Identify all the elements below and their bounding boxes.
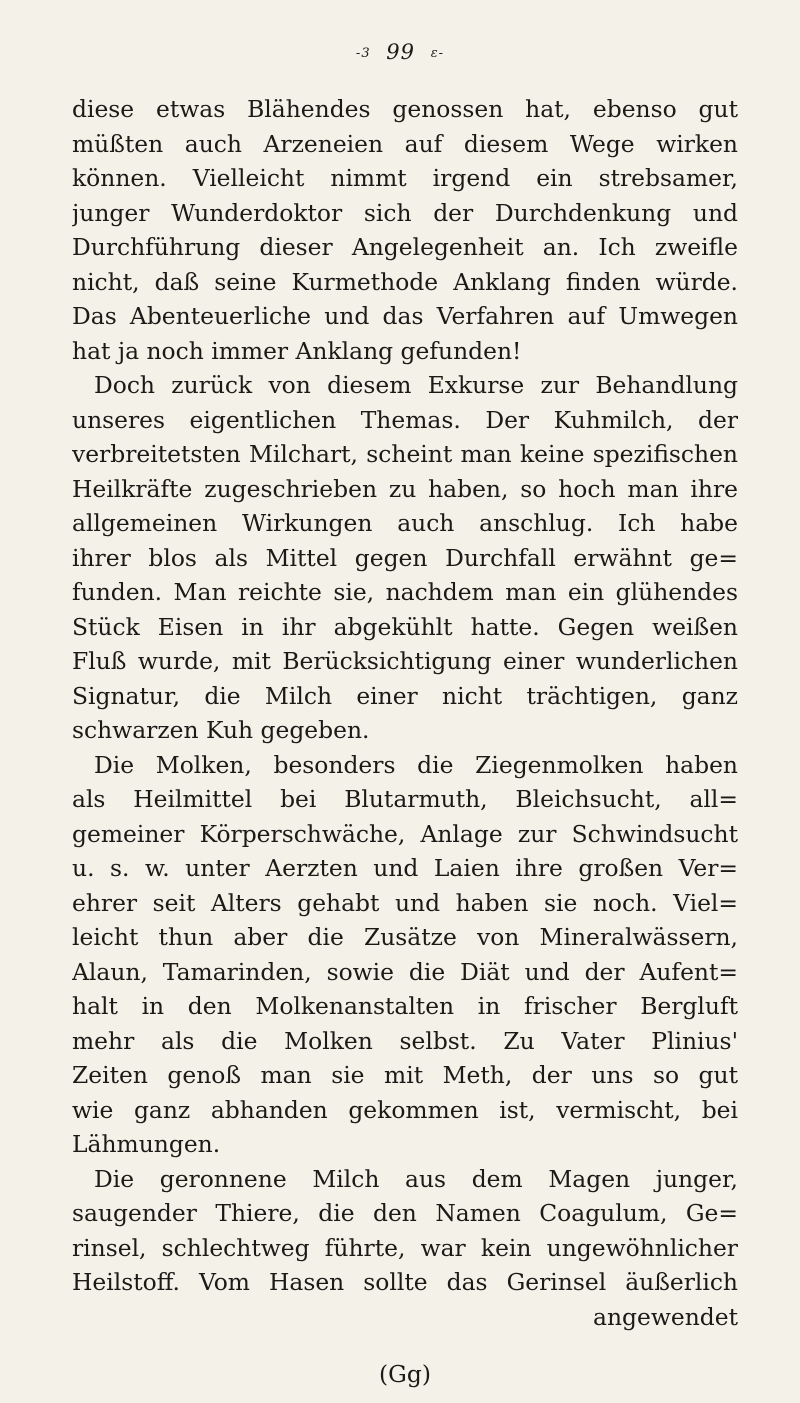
text-line: Signatur, die Milch einer nicht trächtigen, ganz <box>72 681 738 710</box>
text-line: Zeiten genoß man sie mit Meth, der uns so gut <box>72 1061 738 1089</box>
text-line: Alaun, Tamarinden, sowie die Diät und der Aufent= <box>72 957 738 986</box>
text-line: funden. Man reichte sie, nachdem man ein glühendes <box>72 578 738 606</box>
text-line: müßten auch Arzeneien auf diesem Wege wirken <box>72 129 738 158</box>
text-line: rinsel, schlechtweg führte, war kein ungewöhnlicher <box>72 1233 738 1262</box>
text-line: Die Molken, besonders die Ziegenmolken haben <box>94 750 738 779</box>
text-line: wie ganz abhanden gekommen ist, vermischt, bei <box>72 1095 738 1124</box>
text-line: unseres eigentlichen Themas. Der Kuhmilch, der <box>72 405 738 434</box>
text-line: können. Vielleicht nimmt irgend ein strebsamer, <box>72 164 738 192</box>
text-line: als Heilmittel bei Blutarmuth, Bleichsucht, all= <box>72 785 738 813</box>
page-header <box>0 40 800 64</box>
text-line: Das Abenteuerliche und das Verfahren auf Umwegen <box>72 302 738 330</box>
text-line: leicht thun aber die Zusätze von Mineralwässern, <box>72 923 738 951</box>
text-line: saugender Thiere, die den Namen Coagulum, Ge= <box>72 1199 738 1227</box>
text-line: Stück Eisen in ihr abgekühlt hatte. Gegen weißen <box>72 612 738 641</box>
text-line: ehrer seit Alters gehabt und haben sie noch. Viel= <box>72 888 738 917</box>
text-line: verbreitetsten Milchart, scheint man keine spezifischen <box>72 440 738 468</box>
text-line: Die geronnene Milch aus dem Magen junger, <box>94 1164 738 1193</box>
text-line: schwarzen Kuh gegeben. <box>72 716 370 744</box>
text-line: mehr als die Molken selbst. Zu Vater Plinius' <box>72 1026 738 1055</box>
text-line: Durchführung dieser Angelegenheit an. Ich zweifle <box>72 233 738 261</box>
page-number: 99 <box>386 40 416 64</box>
text-line: gemeiner Körperschwäche, Anlage zur Schwindsucht <box>72 819 738 848</box>
text-line: Lähmungen. <box>72 1130 221 1158</box>
body-text <box>72 92 738 1334</box>
text-line: nicht, daß seine Kurmethode Anklang finden würde. <box>72 267 738 296</box>
text-line: diese etwas Blähendes genossen hat, ebenso gut <box>72 95 738 123</box>
text-line: hat ja noch immer Anklang gefunden! <box>72 336 522 365</box>
header-ornament-right: ε- <box>430 46 445 61</box>
text-line: Fluß wurde, mit Berücksichtigung einer wunderlichen <box>72 647 738 675</box>
text-line: ihrer blos als Mittel gegen Durchfall erwähnt ge= <box>72 543 738 572</box>
text-line: Heilkräfte zugeschrieben zu haben, so hoch man ihre <box>72 474 738 503</box>
catchword: (Gg) <box>379 1360 431 1388</box>
text-line: Doch zurück von diesem Exkurse zur Behandlung <box>94 371 738 399</box>
text-line: junger Wunderdoktor sich der Durchdenkung und <box>72 198 738 227</box>
header-ornament-left: -3 <box>355 46 371 61</box>
text-line: angewendet <box>593 1302 738 1331</box>
text-line: halt in den Molkenanstalten in frischer Bergluft <box>72 992 738 1020</box>
text-line: Heilstoff. Vom Hasen sollte das Gerinsel äußerlich <box>72 1268 738 1296</box>
text-line: allgemeinen Wirkungen auch anschlug. Ich habe <box>72 509 738 537</box>
text-line: u. s. w. unter Aerzten und Laien ihre großen Ver= <box>72 854 738 882</box>
